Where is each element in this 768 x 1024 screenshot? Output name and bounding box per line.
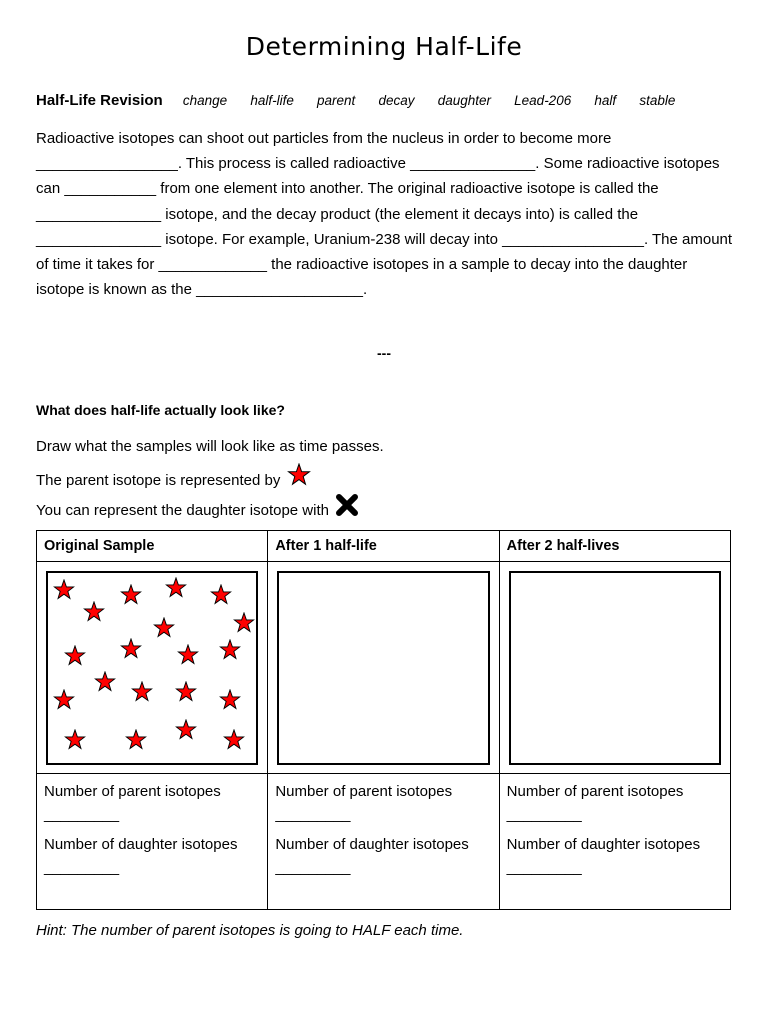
parent-blank[interactable]: _________ — [275, 806, 351, 823]
drawing-box-2[interactable] — [509, 571, 721, 765]
parent-blank[interactable]: _________ — [506, 806, 582, 823]
parent-isotope-star — [53, 579, 75, 601]
parent-isotope-star — [175, 719, 197, 741]
parent-isotope-star — [64, 645, 86, 667]
page-title: Determining Half-Life — [245, 32, 523, 61]
parent-isotope-star — [120, 584, 142, 606]
parent-isotope-star — [153, 617, 175, 639]
hint: Hint: The number of parent isotopes is going to HALF each time. — [36, 922, 464, 939]
parent-isotope-star — [233, 612, 255, 634]
header-after-1: After 1 half-life — [268, 531, 499, 562]
daughter-blank[interactable]: _________ — [275, 859, 351, 876]
parent-isotope-star — [223, 729, 245, 751]
word: half-life — [250, 93, 294, 108]
parent-blank[interactable]: _________ — [44, 806, 120, 823]
daughter-label: Number of daughter isotopes — [275, 836, 469, 853]
drawing-box-1[interactable] — [277, 571, 489, 765]
parent-label: Number of parent isotopes — [44, 783, 221, 800]
word: parent — [317, 93, 356, 108]
word: Lead-206 — [514, 93, 572, 108]
parent-isotope-star — [219, 689, 241, 711]
parent-label: Number of parent isotopes — [275, 783, 453, 800]
instruction-daughter — [36, 493, 359, 519]
daughter-blank[interactable]: _________ — [506, 859, 582, 876]
parent-isotope-star — [94, 671, 116, 693]
half-life-table — [36, 530, 731, 910]
word: half — [594, 93, 617, 108]
parent-isotope-star — [177, 644, 199, 666]
instruction-parent — [36, 463, 311, 489]
fill-in-paragraph: Radioactive isotopes can shoot out particles from the nucleus in order to become more _________________. This process is called radioactive _______________. Some radioactive isotopes can ___________ from one element into another. The original radioactive isotope is called the _______________ isotope, and the decay product (the element it decays into) is called the _______________ isotope. For example, Uranium-238 will decay into _________________. The amount of time it takes for _____________ the radioactive isotopes in a sample to decay into the daughter isotope is known as the ____________________. — [36, 130, 733, 299]
parent-label: Number of parent isotopes — [506, 783, 684, 800]
word: daughter — [437, 93, 491, 108]
parent-isotope-star — [175, 681, 197, 703]
instruction-text: The parent isotope is represented by — [36, 472, 281, 489]
parent-isotope-star — [210, 584, 232, 606]
parent-isotope-star — [165, 577, 187, 599]
parent-isotope-star — [125, 729, 147, 751]
count-cell — [37, 774, 268, 910]
instruction: Draw what the samples will look like as time passes. — [36, 438, 384, 455]
count-cell — [268, 774, 499, 910]
instruction-text: You can represent the daughter isotope with — [36, 502, 329, 519]
parent-isotope-star — [219, 639, 241, 661]
word: decay — [378, 93, 415, 108]
cross-icon — [335, 493, 359, 517]
word: change — [182, 93, 228, 108]
original-sample-box — [46, 571, 258, 765]
section-heading: What does half-life actually look like? — [36, 402, 285, 418]
star-icon — [287, 463, 311, 487]
word-bank — [36, 92, 694, 109]
parent-isotope-star — [64, 729, 86, 751]
parent-isotope-star — [120, 638, 142, 660]
parent-isotope-star — [131, 681, 153, 703]
separator: --- — [377, 345, 391, 361]
daughter-label: Number of daughter isotopes — [44, 836, 238, 853]
word: stable — [639, 93, 676, 108]
parent-isotope-star — [53, 689, 75, 711]
daughter-label: Number of daughter isotopes — [506, 836, 701, 853]
header-after-2: After 2 half-lives — [499, 531, 730, 562]
count-cell — [499, 774, 730, 910]
word-bank-heading: Half-Life Revision — [36, 92, 163, 109]
daughter-blank[interactable]: _________ — [44, 859, 120, 876]
header-original: Original Sample — [37, 531, 268, 562]
parent-isotope-star — [83, 601, 105, 623]
